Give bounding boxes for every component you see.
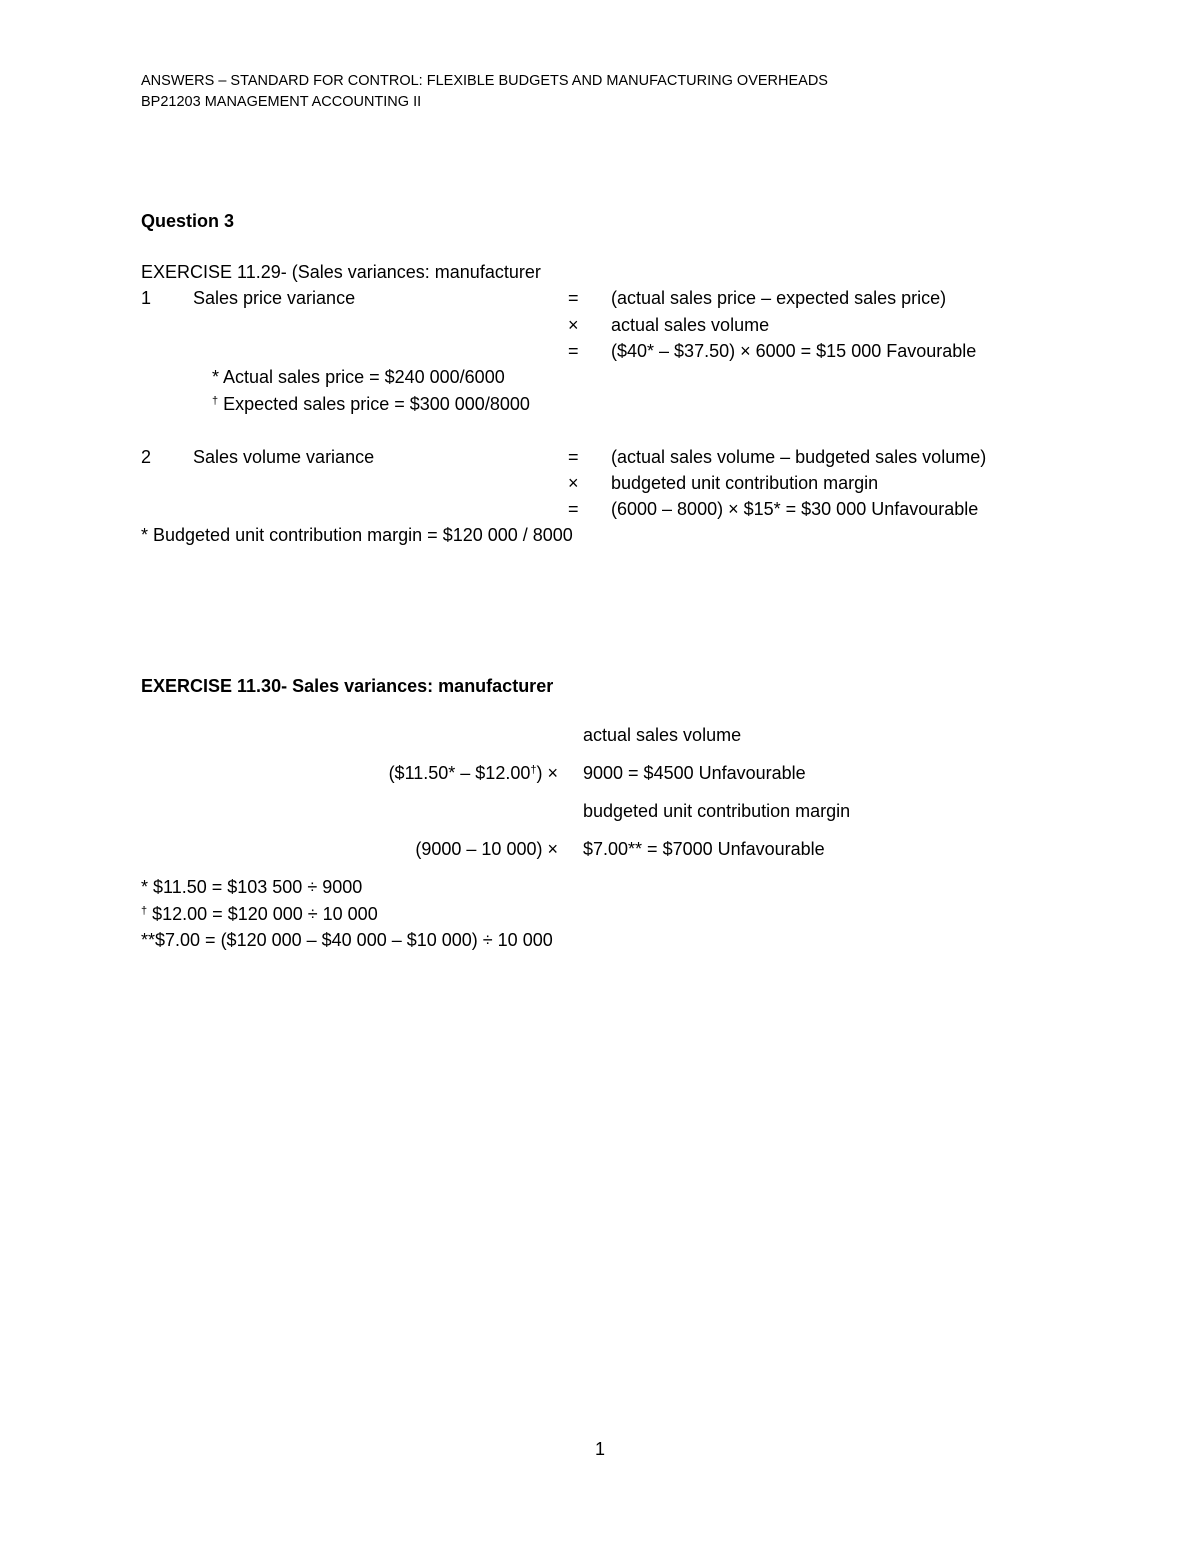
running-header-course: BP21203 MANAGEMENT ACCOUNTING II (141, 94, 422, 110)
question-title: Question 3 (141, 211, 235, 231)
item-2-label: Sales volume variance (193, 447, 375, 467)
ex30-row4-left: (9000 – 10 000) × (415, 839, 558, 859)
dagger-mark: † (141, 905, 148, 917)
ex30-row4-right: $7.00** = $7000 Unfavourable (583, 839, 825, 859)
item-1-note-expected-price (212, 393, 530, 418)
item-2-formula-2: budgeted unit contribution margin (611, 473, 879, 493)
item-1-note-actual-price: * Actual sales price = $240 000/6000 (212, 367, 505, 387)
exercise-30-title: EXERCISE 11.30- Sales variances: manufacturer (141, 676, 554, 696)
item-2-op-2: × (568, 473, 579, 493)
dagger-mark: † (212, 395, 219, 407)
note-text: Expected sales price = $300 000/8000 (223, 394, 530, 414)
dagger-mark: † (530, 764, 537, 776)
item-2-op-1: = (568, 447, 579, 467)
item-2-note-margin: * Budgeted unit contribution margin = $120 000 / 8000 (141, 525, 573, 545)
note-text: $12.00 = $120 000 ÷ 10 000 (147, 904, 378, 924)
ex30-row1-right: actual sales volume (583, 725, 742, 745)
item-1-formula-1: (actual sales price – expected sales price) (611, 288, 947, 308)
item-1-label: Sales price variance (193, 288, 356, 308)
item-2-number: 2 (141, 447, 152, 467)
exercise-29-title: EXERCISE 11.29- (Sales variances: manufacturer (141, 262, 541, 282)
running-header-title: ANSWERS – STANDARD FOR CONTROL: FLEXIBLE BUDGETS AND MANUFACTURING OVERHEADS (141, 73, 828, 89)
item-2-op-3: = (568, 499, 579, 519)
item-1-op-2: × (568, 315, 579, 335)
item-1-number: 1 (141, 288, 152, 308)
ex30-row2-right: 9000 = $4500 Unfavourable (583, 763, 806, 783)
ex30-row3-right: budgeted unit contribution margin (583, 801, 851, 821)
item-2-formula-3: (6000 – 8000) × $15* = $30 000 Unfavourable (611, 499, 979, 519)
ex30-note-2 (141, 903, 378, 928)
item-1-formula-3: ($40* – $37.50) × 6000 = $15 000 Favourable (611, 341, 977, 361)
item-1-op-3: = (568, 341, 579, 361)
ex30-note-3: **$7.00 = ($120 000 – $40 000 – $10 000) ÷ 10 000 (141, 930, 553, 950)
ex30-note-1: * $11.50 = $103 500 ÷ 9000 (141, 877, 363, 897)
ex30-row2-left (389, 762, 558, 787)
item-2-formula-1: (actual sales volume – budgeted sales volume) (611, 447, 987, 467)
times-sign: ) × (536, 763, 558, 783)
item-1-formula-2: actual sales volume (611, 315, 770, 335)
item-1-op-1: = (568, 288, 579, 308)
price-diff-text: ($11.50* – $12.00 (388, 763, 531, 783)
page-number: 1 (595, 1439, 606, 1459)
